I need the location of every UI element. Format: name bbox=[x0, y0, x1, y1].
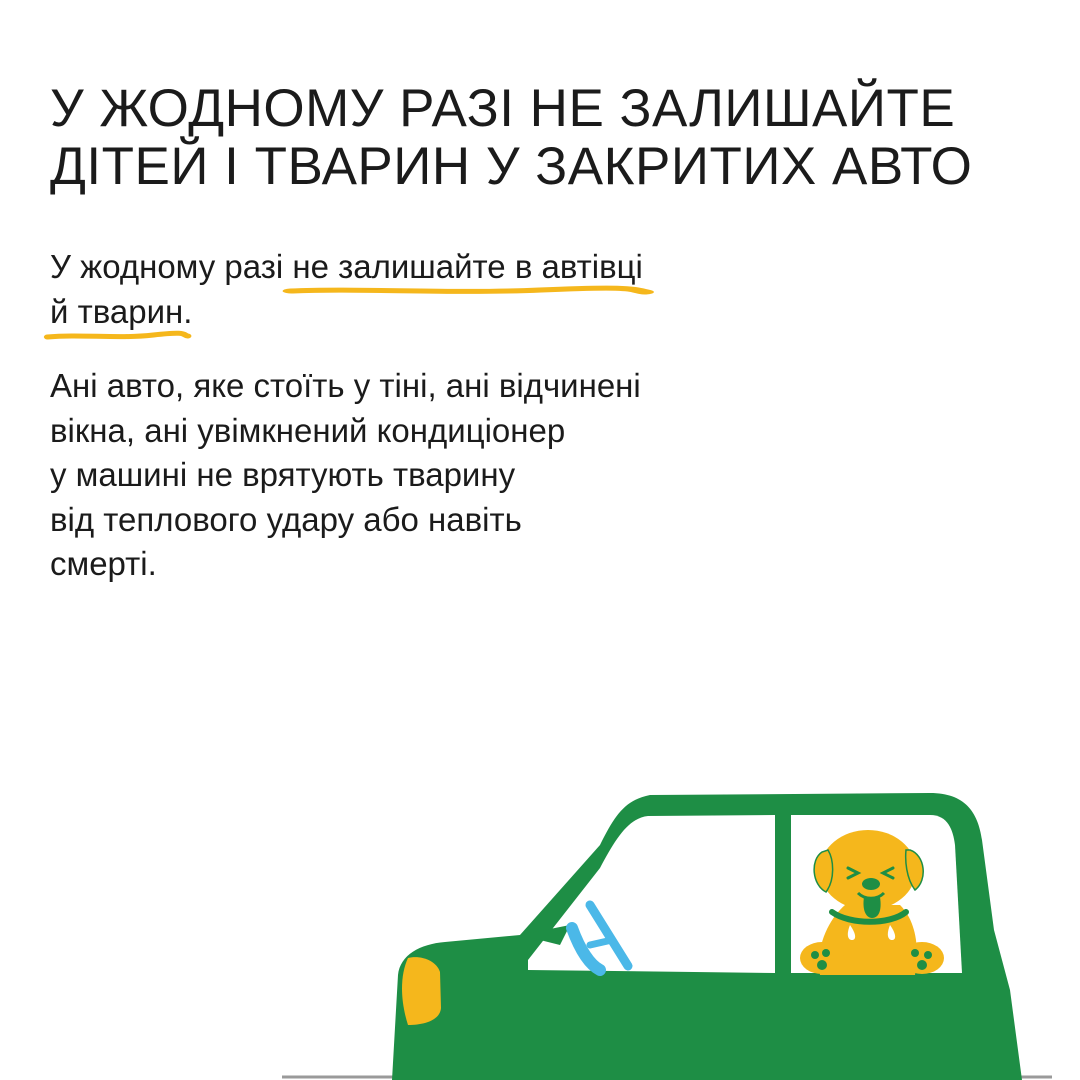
lead-end: . bbox=[183, 293, 193, 330]
body-line-2: вікна, ані увімкнений кондиціонер bbox=[50, 411, 566, 449]
highlight-phrase-1: не залишайте в автівці bbox=[292, 244, 643, 289]
title-line-1: У ЖОДНОМУ РАЗІ НЕ ЗАЛИШАЙТЕ bbox=[50, 79, 956, 138]
car-with-dog-illustration bbox=[0, 760, 1080, 1080]
body-paragraph bbox=[50, 364, 830, 587]
body-line-1: Ані авто, яке стоїть у тіні, ані відчинені bbox=[50, 367, 641, 404]
lead-line-1 bbox=[50, 244, 850, 289]
lead-plain-text: У жодному разі bbox=[50, 248, 293, 285]
lead-paragraph bbox=[50, 244, 850, 334]
yellow-underline-icon bbox=[288, 285, 649, 297]
headlight-icon bbox=[402, 957, 441, 1025]
car-icon bbox=[392, 793, 1022, 1080]
title-line-2: ДІТЕЙ І ТВАРИН У ЗАКРИТИХ АВТО bbox=[50, 137, 973, 196]
body-line-5: смерті. bbox=[50, 545, 157, 582]
yellow-underline-icon bbox=[46, 330, 189, 342]
body-line-4: від теплового удару або навіть bbox=[50, 500, 522, 538]
highlight-phrase-2: й тварин bbox=[50, 289, 183, 334]
page-title bbox=[50, 80, 1050, 196]
body-line-3: у машині не врятують тварину bbox=[50, 456, 516, 493]
